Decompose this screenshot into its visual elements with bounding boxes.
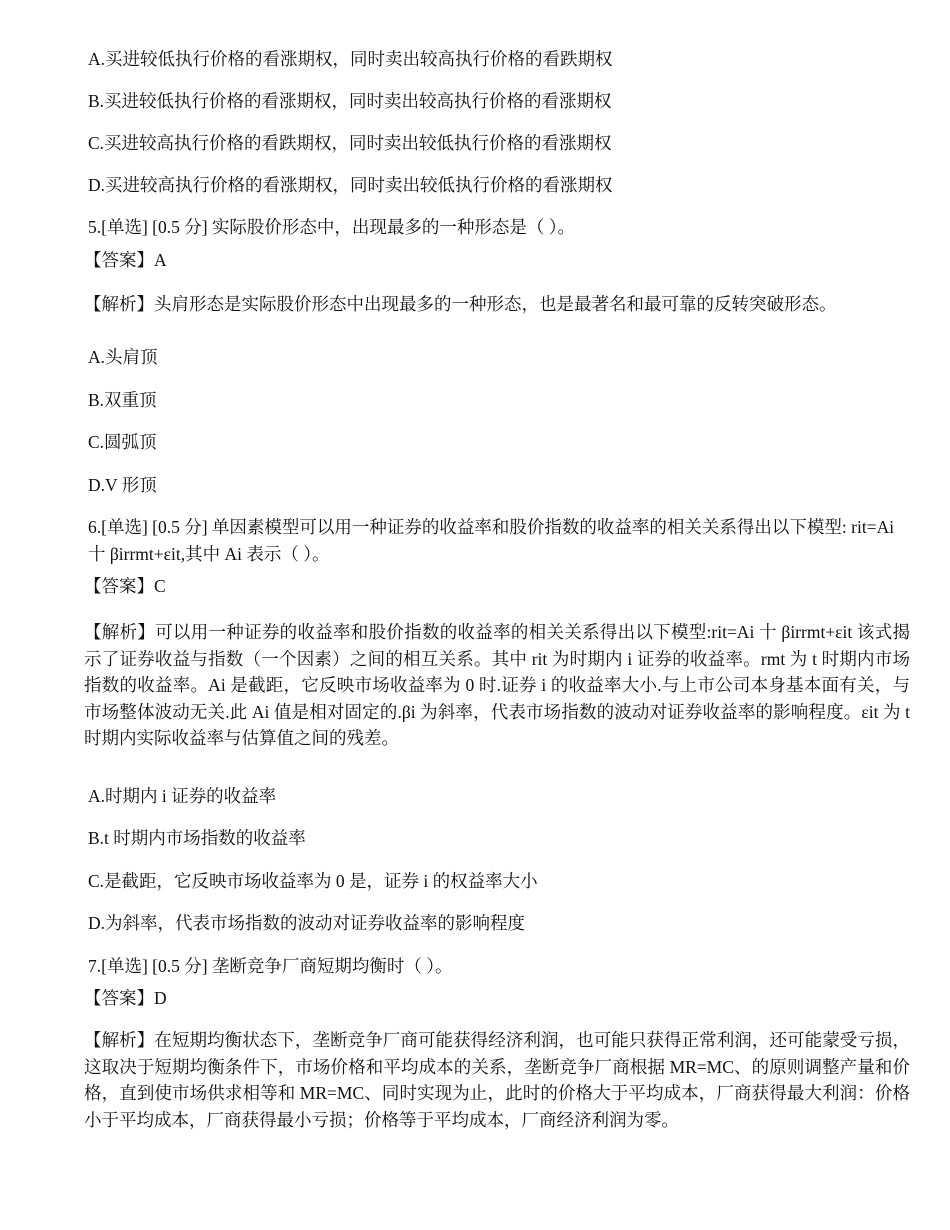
- q6-option-c: C.是截距，它反映市场收益率为 0 是，证券 i 的权益率大小: [88, 871, 538, 891]
- q7-explanation: 【解析】在短期均衡状态下，垄断竞争厂商可能获得经济利润，也可能只获得正常利润，还可能蒙受亏损，这取决于短期均衡条件下，市场价格和平均成本的关系，垄断竞争厂商根据 MR=MC、的原则调整产量和价格，直到使市场供求相等和 MR=MC、同时实现为止，此时的价格大于平均成本，厂商获得最大利润：价格小于平均成本，厂商获得最小亏损；价格等于平均成本，厂商经济利润为零。: [84, 1030, 910, 1130]
- q6-explanation: 【解析】可以用一种证券的收益率和股价指数的收益率的相关关系得出以下模型:rit=Ai 十 βirrmt+εit 该式揭示了证券收益与指数（一个因素）之间的相互关系。其中 rit 为时期内 i 证券的收益率。rmt 为 t 时期内市场指数的收益率。Ai 是截距，它反映市场收益率为 0 时.证券 i 的收益率大小.与上市公司本身基本面有关，与市场整体波动无关.此 Ai 值是相对固定的.βi 为斜率，代表市场指数的波动对证券收益率的影响程度。εit 为 t 时期内实际收益率与估算值之间的残差。: [84, 622, 910, 748]
- q5-explanation: 【解析】头肩形态是实际股价形态中出现最多的一种形态，也是最著名和最可靠的反转突破形态。: [84, 294, 837, 314]
- q4-option-b: B.买进较低执行价格的看涨期权，同时卖出较高执行价格的看涨期权: [88, 91, 612, 111]
- q5-stem: 5.[单选] [0.5 分] 实际股价形态中，出现最多的一种形态是（ ）。: [88, 217, 576, 237]
- q7-answer: 【答案】D: [84, 988, 167, 1008]
- q4-option-c: C.买进较高执行价格的看跌期权，同时卖出较低执行价格的看涨期权: [88, 133, 612, 153]
- q5-option-c: C.圆弧顶: [88, 432, 157, 452]
- q4-option-d: D.买进较高执行价格的看涨期权，同时卖出较低执行价格的看涨期权: [88, 175, 613, 195]
- q6-answer: 【答案】C: [84, 576, 166, 596]
- q6-option-d: D.为斜率，代表市场指数的波动对证券收益率的影响程度: [88, 913, 526, 933]
- q5-option-b: B.双重顶: [88, 390, 157, 410]
- q4-option-a: A.买进较低执行价格的看涨期权，同时卖出较高执行价格的看跌期权: [88, 49, 613, 69]
- q5-option-a: A.头肩顶: [88, 347, 158, 367]
- q5-option-d: D.V 形顶: [88, 475, 157, 495]
- q6-stem: 6.[单选] [0.5 分] 单因素模型可以用一种证券的收益率和股价指数的收益率的相关关系得出以下模型: rit=Ai 十 βirrmt+εit,其中 Ai 表示（ ）。: [88, 517, 895, 564]
- q6-option-b: B.t 时期内市场指数的收益率: [88, 828, 306, 848]
- q6-option-a: A.时期内 i 证券的收益率: [88, 786, 277, 806]
- q5-answer: 【答案】A: [84, 250, 167, 270]
- q7-stem: 7.[单选] [0.5 分] 垄断竞争厂商短期均衡时（ ）。: [88, 956, 453, 976]
